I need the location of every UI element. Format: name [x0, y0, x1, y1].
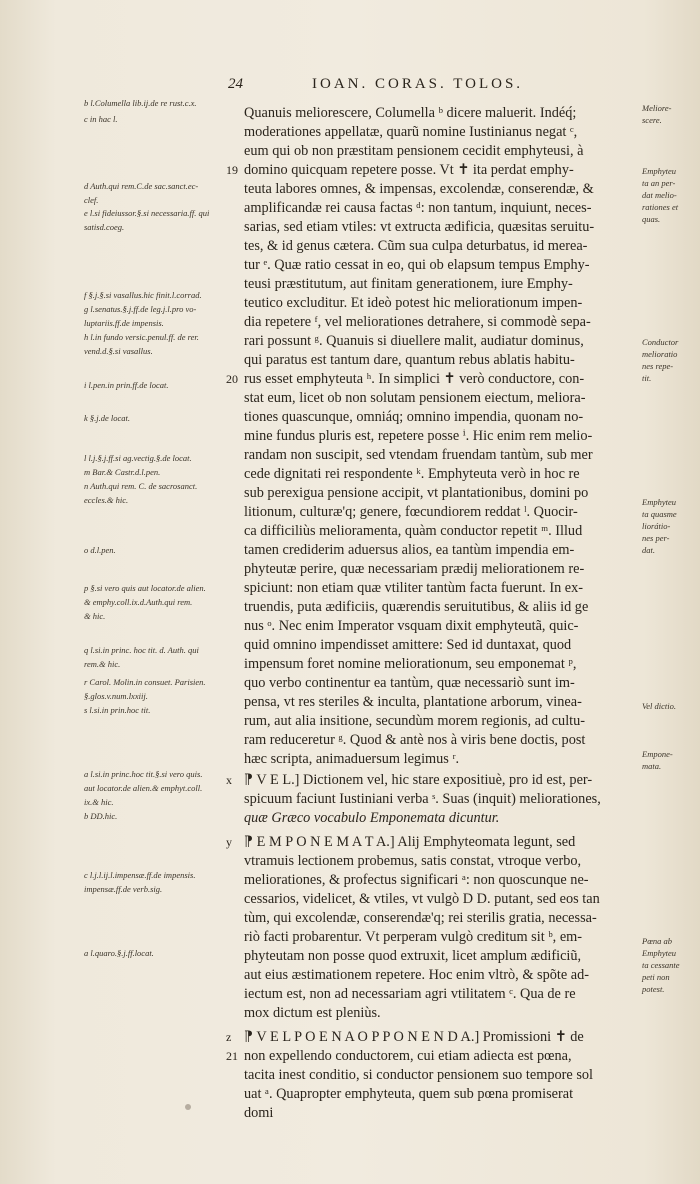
text-line: [226, 579, 583, 598]
text-line: [226, 465, 580, 484]
text-line: [226, 370, 584, 389]
line-text: mox dictum est pleniùs.: [244, 1005, 381, 1021]
margin-citation: l l.j.§.j.ff.si ag.vectig.§.de locat.: [84, 453, 192, 463]
margin-summary-line: ta an per-: [642, 178, 676, 188]
margin-summary: [642, 935, 698, 995]
margin-citation: c in hac l.: [84, 114, 118, 124]
margin-citation: q l.si.in princ. hoc tit. d. Auth. qui: [84, 645, 199, 655]
margin-citation: g l.senatus.§.j.ff.de leg.j.l.pro vo-: [84, 304, 197, 314]
line-marker: x: [226, 773, 232, 787]
line-text: ⁋ V E L P O E N A O P P O N E N D A.] Promissioni ✝ de: [244, 1029, 584, 1045]
line-text: mine fundus pluris est, repetere posse ⁱ. Hic enim rem melio-: [244, 428, 593, 444]
line-text: qui paratus est tantum dare, quantum rebus ablatis habitu-: [244, 352, 575, 368]
line-text: spicuum faciunt Iustiniani verba ˢ. Suas (inquit) meliorationes,: [244, 791, 601, 807]
line-text: phyteutam non posse quod extruxit, licet amplum ædificiũ,: [244, 948, 582, 964]
margin-summary-line: dat melio-: [642, 190, 677, 200]
text-line: [226, 522, 582, 541]
text-line: [226, 655, 576, 674]
line-text: cessarios, videlicet, & vtiles, vt vulgò D D. putant, sed eos tan: [244, 891, 600, 907]
margin-citation: h l.in fundo versic.penul.ff. de rer.: [84, 332, 199, 342]
text-line: [226, 560, 584, 579]
text-line: [226, 1085, 573, 1104]
text-line: [226, 985, 576, 1004]
text-line: [226, 771, 592, 790]
margin-citation: & hic.: [84, 611, 106, 621]
line-marker: 19: [226, 163, 238, 177]
margin-citation: s l.si.in prin.hoc tit.: [84, 705, 151, 715]
line-text: rum, aut alia insitione, secundùm morem regionis, ad cultu-: [244, 713, 586, 729]
margin-summary-line: scere.: [642, 115, 662, 125]
text-line: [226, 1104, 273, 1123]
margin-citation: §.glos.v.num.lxxiij.: [84, 691, 148, 701]
margin-summary-line: Conductor: [642, 337, 679, 347]
text-line: [226, 199, 591, 218]
line-text: impensum foret nomine meliorationum, seu emponemat ᵖ,: [244, 656, 577, 672]
line-text: spiciunt: non etiam quæ vtiliter tantùm facta fuerunt. In ex-: [244, 580, 584, 596]
text-line: [226, 693, 582, 712]
line-text: domino quicquam repetere posse. Vt ✝ ita perdat emphy-: [244, 162, 574, 178]
margin-citation: o d.l.pen.: [84, 545, 116, 555]
line-text: moderationes appellatæ, quarũ nomine Iustinianus negat ᶜ,: [244, 124, 578, 140]
line-text: hæc scripta, animaduersum legimus ʳ.: [244, 751, 460, 767]
margin-citation: n Auth.qui rem. C. de sacrosanct.: [84, 481, 198, 491]
text-line: [226, 332, 584, 351]
line-text: tacita inest conditio, si conductor pensionem suo tempore sol: [244, 1067, 594, 1083]
margin-citation: i l.pen.in prin.ff.de locat.: [84, 380, 169, 390]
margin-citation: aut locator.de alien.& emphyt.coll.: [84, 783, 203, 793]
line-text: Quanuis meliorescere, Columella ᵇ dicere maluerit. Indéq́;: [244, 105, 577, 121]
margin-summary-line: Emphyteu: [642, 166, 676, 176]
margin-citation: luptariis.ff.de impensis.: [84, 318, 164, 328]
text-line: [226, 750, 459, 769]
text-line: [226, 275, 573, 294]
line-text: teusi præstitutum, aut finitam generationem, iure Emphy-: [244, 276, 573, 292]
margin-summary-line: nes per-: [642, 533, 670, 543]
text-line: [226, 809, 499, 828]
line-text: ram reduceretur ᵍ. Quod & antè nos à viris bene doctis, post: [244, 732, 586, 748]
line-text: eum qui ob non præstitam pensionem cecidit emphyteusi, à: [244, 143, 584, 159]
text-line: [226, 1066, 593, 1085]
ink-spot: [185, 1104, 191, 1110]
margin-citation: eccles.& hic.: [84, 495, 129, 505]
text-line: [226, 731, 585, 750]
margin-summary-line: ta cessante: [642, 960, 680, 970]
line-text: sub perexigua pensione accipit, vt plantationibus, domini po: [244, 485, 589, 501]
line-text: ca difficiliùs melioramenta, quàm conductor repetit ᵐ. Illud: [244, 523, 583, 539]
margin-citation: r Carol. Molin.in consuet. Parisien.: [84, 677, 206, 687]
text-line: [226, 712, 585, 731]
text-line: [226, 966, 589, 985]
text-line: [226, 484, 588, 503]
line-marker: 21: [226, 1049, 238, 1063]
margin-summary-line: mata.: [642, 761, 662, 771]
margin-summary-line: nes repe-: [642, 361, 674, 371]
margin-summary: [642, 102, 698, 126]
line-text: meliorationes, & profectus significari ᵃ: non quoscunque ne-: [244, 872, 589, 888]
margin-citation: b DD.hic.: [84, 811, 118, 821]
line-text: stat eum, licet ob non solutam pensionem eiectum, meliora-: [244, 390, 586, 406]
line-text: amplificandæ rei causa factas ᵈ: non tantum, inquiunt, neces-: [244, 200, 592, 216]
text-line: [226, 871, 589, 890]
margin-summary-line: Emphyteu: [642, 948, 676, 958]
margin-summary-line: Vel dictio.: [642, 701, 676, 711]
text-line: [226, 674, 575, 693]
text-line: [226, 890, 600, 909]
text-line: [226, 503, 578, 522]
text-line: [226, 218, 594, 237]
text-line: [226, 427, 592, 446]
text-line: [226, 104, 576, 123]
line-text: truendis, puta ædificiis, quærendis seruitutibus, & aliis id ge: [244, 599, 589, 615]
margin-citation: k §.j.de locat.: [84, 413, 131, 423]
text-line: [226, 389, 585, 408]
page-header: [0, 76, 700, 96]
text-line: [226, 909, 597, 928]
text-line: [226, 852, 581, 871]
text-line: [226, 1047, 572, 1066]
text-line: [226, 408, 583, 427]
margin-citation: satisd.coeg.: [84, 222, 125, 232]
line-text: randam non suscipit, sed vtendam fruendam tantùm, sub mer: [244, 447, 593, 463]
line-text: cede dignitati rei respondente ᵏ. Emphyteuta verò in hoc re: [244, 466, 580, 482]
line-text: ⁋ V E L.] Dictionem vel, hic stare expositiuè, pro id est, per-: [244, 772, 593, 788]
text-line: [226, 351, 575, 370]
margin-summary-line: rationes et: [642, 202, 679, 212]
page-number: 24: [228, 76, 243, 92]
line-marker: y: [226, 835, 232, 849]
margin-summary-line: liorátio-: [642, 521, 671, 531]
margin-summary: [642, 165, 698, 225]
line-text: nus ᵒ. Nec enim Imperator vsquam dixit emphyteutã, quic-: [244, 618, 579, 634]
text-line: [226, 142, 584, 161]
text-line: [226, 928, 582, 947]
line-text: vtramuis lectionem probemus, satis constat, vtroque verbo,: [244, 853, 582, 869]
text-line: [226, 598, 588, 617]
text-line: [226, 313, 591, 332]
margin-summary: [642, 748, 698, 772]
margin-summary-line: Emphyteu: [642, 497, 676, 507]
text-line: [226, 256, 590, 275]
line-marker: z: [226, 1030, 232, 1044]
margin-summary-line: ta quasme: [642, 509, 677, 519]
line-text: quid omnino impendisset amittere: Sed id duntaxat, quod: [244, 637, 572, 653]
line-text: quæ Græco vocabulo Emponemata dicuntur.: [244, 810, 500, 826]
margin-citation: p §.si vero quis aut locator.de alien.: [84, 583, 206, 593]
margin-citation: c l.j.l.ij.l.impensæ.ff.de impensis.: [84, 870, 196, 880]
margin-summary-line: dat.: [642, 545, 655, 555]
text-line: [226, 123, 577, 142]
line-text: aut eius æstimationem repetere. Hoc enim vltrò, & spõte ad-: [244, 967, 590, 983]
line-text: domi: [244, 1105, 274, 1121]
text-line: [226, 1004, 381, 1023]
line-text: dia repetere ᶠ, vel meliorationes detrahere, si commodè sepa-: [244, 314, 591, 330]
margin-summary-line: Meliore-: [642, 103, 672, 113]
margin-citation: f §.j.§.si vasallus.hic finit.l.corrad.: [84, 290, 202, 300]
margin-summary: [642, 700, 698, 712]
margin-citation: d Auth.qui rem.C.de sac.sanct.ec-: [84, 181, 199, 191]
margin-summary: [642, 336, 698, 384]
margin-citation: vend.d.§.si vasallus.: [84, 346, 153, 356]
margin-summary-line: Empone-: [642, 749, 673, 759]
text-line: [226, 541, 574, 560]
margin-citation: clef.: [84, 195, 99, 205]
text-line: [226, 180, 594, 199]
margin-citation: m Bar.& Castr.d.l.pen.: [84, 467, 161, 477]
line-text: teutico excluditur. Et ideò potest hic meliorationum impen-: [244, 295, 583, 311]
line-text: quo verbo continentur ea tantùm, quæ necessariò sunt im-: [244, 675, 575, 691]
text-line: [226, 237, 587, 256]
line-text: iectum est, non ad necessariam agri vtilitatem ᶜ. Qua de re: [244, 986, 576, 1002]
margin-citation: ix.& hic.: [84, 797, 114, 807]
line-text: tamen crediderim aduersus alios, ea tantùm impendia em-: [244, 542, 575, 558]
margin-summary-line: peti non: [642, 972, 670, 982]
margin-summary-line: potest.: [642, 984, 665, 994]
text-line: [226, 161, 574, 180]
line-text: rus esset emphyteuta ʰ. In simplici ✝ verò conductore, con-: [244, 371, 585, 387]
margin-citation: a l.si.in princ.hoc tit.§.si vero quis.: [84, 769, 203, 779]
margin-citation: rem.& hic.: [84, 659, 121, 669]
text-line: [226, 446, 593, 465]
margin-citation: & emphy.coll.ix.d.Auth.qui rem.: [84, 597, 193, 607]
line-marker: 20: [226, 372, 238, 386]
text-line: [226, 617, 578, 636]
line-text: tur ᵉ. Quæ ratio cessat in eo, qui ob elapsum tempus Emphy-: [244, 257, 590, 273]
line-text: rari possunt ᵍ. Quanuis si diuellere malit, audiatur dominus,: [244, 333, 584, 349]
text-line: [226, 636, 571, 655]
margin-citation: impensæ.ff.de verb.sig.: [84, 884, 163, 894]
line-text: sarias, sed etiam vtiles: vt extructa ædificia, quæsitas seruitu-: [244, 219, 595, 235]
line-text: uat ᵃ. Quapropter emphyteuta, quem sub pœna promiserat: [244, 1086, 574, 1102]
line-text: litionum, culturæ'q; genere, fœcundiorem reddat ˡ. Quocir-: [244, 504, 578, 520]
line-text: non expellendo conductorem, cui etiam adiecta est pœna,: [244, 1048, 572, 1064]
margin-citation: b l.Columella lib.ij.de re rust.c.x.: [84, 98, 197, 108]
line-text: ⁋ E M P O N E M A T A.] Alij Emphyteomata legunt, sed: [244, 834, 576, 850]
line-text: phyteutæ perire, quæ necessariam prædij meliorationem re-: [244, 561, 585, 577]
margin-summary: [642, 496, 698, 556]
line-text: teuta labores omnes, & impensas, excolendæ, conserendæ, &: [244, 181, 594, 197]
line-text: tes, & id genus cætera. Cũm sua culpa deturbatus, id merea-: [244, 238, 588, 254]
margin-citation: e l.si fideiussor.§.si necessaria.ff. qui: [84, 208, 210, 218]
running-head: IOAN. CORAS. TOLOS.: [312, 76, 524, 92]
margin-summary-line: Pœna ab: [642, 936, 672, 946]
margin-summary-line: quas.: [642, 214, 661, 224]
margin-summary-line: tit.: [642, 373, 652, 383]
text-line: [226, 833, 575, 852]
line-text: pensa, vt res steriles & inculta, plantatione arborum, vinea-: [244, 694, 582, 710]
line-text: riò facti probarentur. Vt perperam vulgò creditum sit ᵇ, em-: [244, 929, 583, 945]
line-text: tiones quascunque, omniáq; omnino impendia, quonam no-: [244, 409, 584, 425]
text-line: [226, 790, 601, 809]
line-text: tùm, qui excolendæ, conserendæ'q; rei sterilis gratia, necessa-: [244, 910, 597, 926]
text-line: [226, 947, 581, 966]
text-line: [226, 1028, 584, 1047]
margin-summary-line: melioratio: [642, 349, 678, 359]
text-line: [226, 294, 582, 313]
margin-citation: a l.quaro.§.j.ff.locat.: [84, 948, 154, 958]
